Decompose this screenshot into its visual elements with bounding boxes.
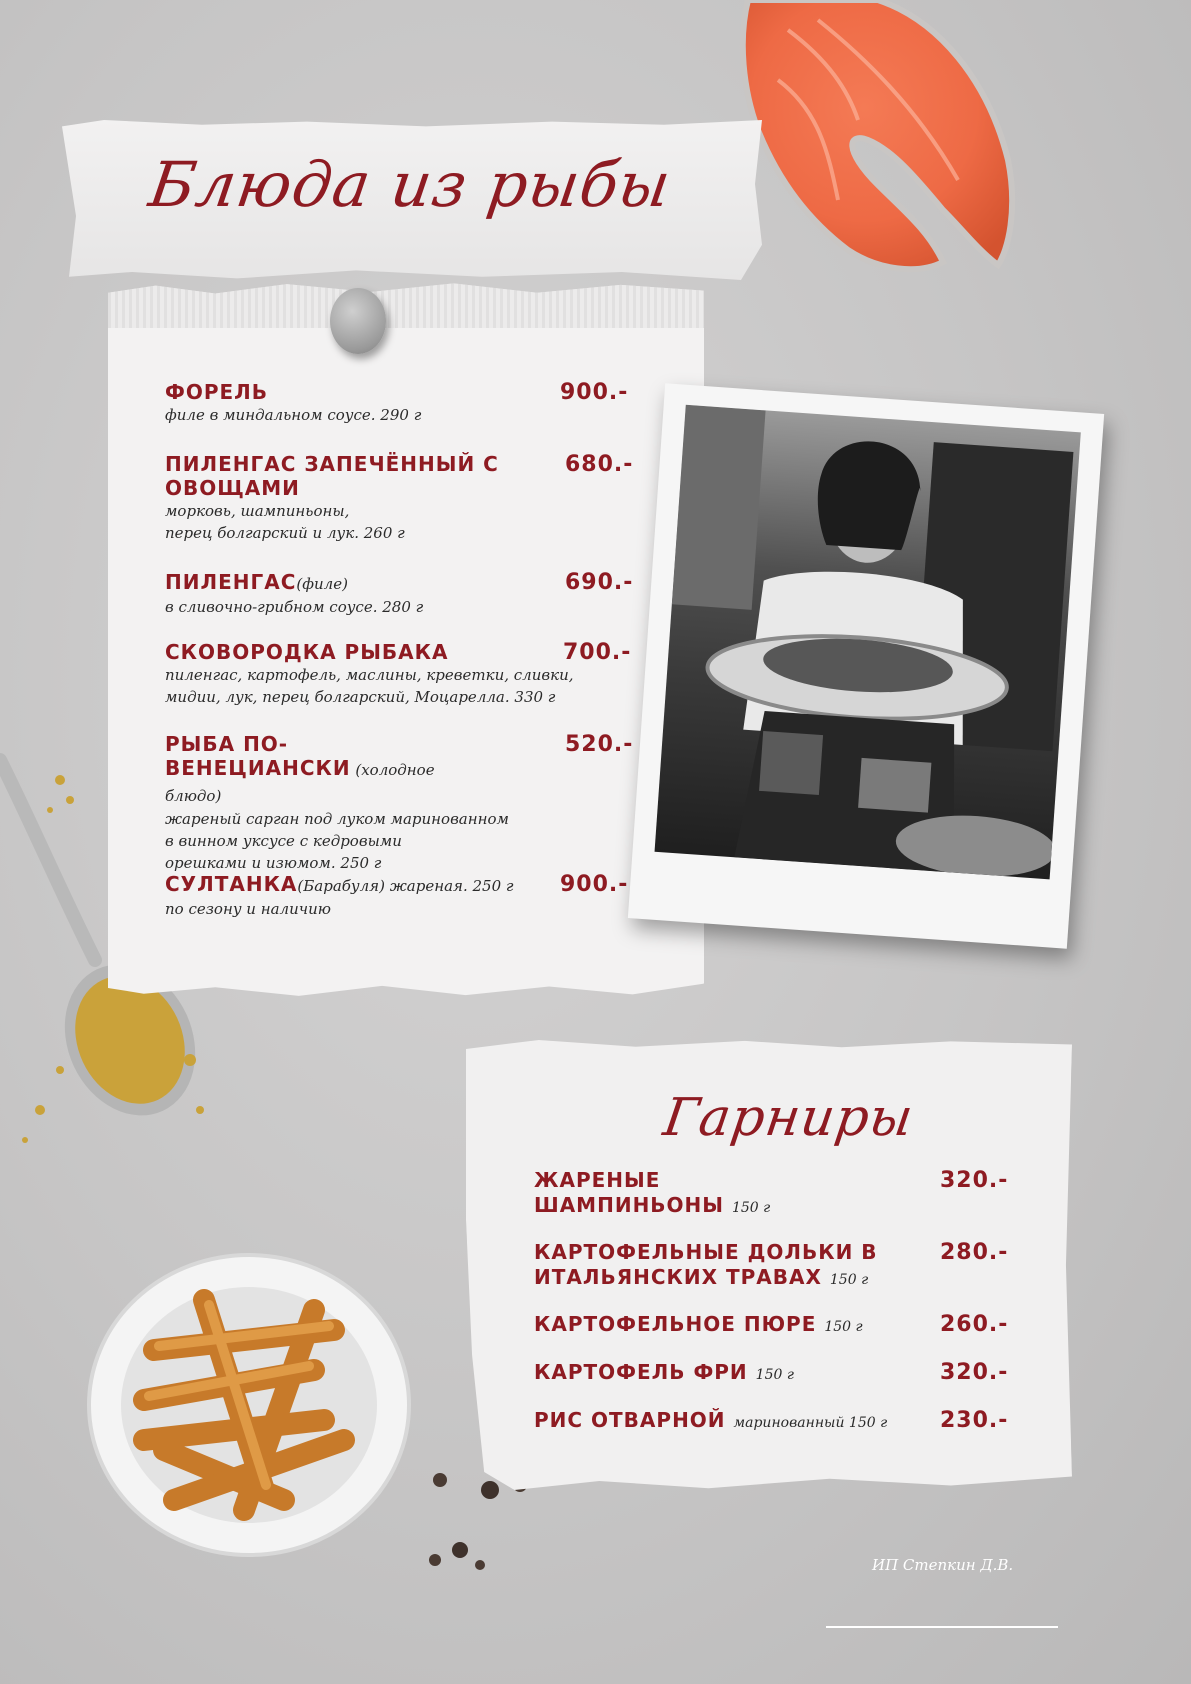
dish-name: РЫБА ПО-ВЕНЕЦИАНСКИ (холодное блюдо) [165, 732, 435, 805]
garnish-price: 280.- [940, 1240, 1009, 1265]
dish-description: орешками и изюмом. 250 г [165, 854, 382, 872]
garnish-price: 320.- [940, 1360, 1009, 1385]
pin-icon [330, 288, 386, 354]
dish-description: мидии, лук, перец болгарский, Моцарелла. 330 г [165, 688, 556, 706]
dish-description: жареный сарган под луком маринованном [165, 810, 509, 828]
dish-price: 690.- [565, 570, 634, 595]
salmon-steak-image [728, 0, 1028, 290]
garnish-item [534, 1360, 914, 1388]
woman-with-dish-photo-icon [655, 405, 1081, 880]
garnish-section-title: Гарниры [659, 1088, 918, 1148]
dish-description: филе в миндальном соусе. 290 г [165, 406, 422, 424]
garnish-name: ЖАРЕНЫЕ ШАМПИНЬОНЫ 150 г [534, 1168, 771, 1217]
garnish-name: КАРТОФЕЛЬ ФРИ 150 г [534, 1360, 794, 1384]
dish-description: пиленгас, картофель, маслины, креветки, сливки, [165, 666, 574, 684]
garnish-item [534, 1408, 934, 1436]
dish-description: морковь, шампиньоны, [165, 502, 350, 520]
dish-price: 700.- [563, 640, 632, 665]
dish-name: СУЛТАНКА(Барабуля) жареная. 250 г [165, 872, 514, 896]
garnish-name: КАРТОФЕЛЬНЫЕ ДОЛЬКИ В ИТАЛЬЯНСКИХ ТРАВАХ 150 г [534, 1240, 878, 1289]
dish-description: в винном уксусе с кедровыми [165, 832, 402, 850]
garnish-price: 260.- [940, 1312, 1009, 1337]
dish-price: 900.- [560, 380, 629, 405]
dish-description: в сливочно-грибном соусе. 280 г [165, 598, 424, 616]
dish-description: перец болгарский и лук. 260 г [165, 524, 405, 542]
vintage-photo [628, 383, 1104, 948]
dish-price: 680.- [565, 452, 634, 477]
garnish-price: 320.- [940, 1168, 1009, 1193]
dish-price: 520.- [565, 732, 634, 757]
fries-bowl-image [84, 1240, 414, 1560]
dish-price: 900.- [560, 872, 629, 897]
garnish-name: КАРТОФЕЛЬНОЕ ПЮРЕ 150 г [534, 1312, 863, 1336]
footer-divider [826, 1626, 1058, 1628]
garnish-item [534, 1168, 814, 1221]
dish-item [165, 872, 545, 920]
dish-item [165, 732, 509, 874]
fish-section-title: Блюда из рыбы [144, 148, 676, 221]
garnish-name: РИС ОТВАРНОЙ маринованный 150 г [534, 1408, 888, 1432]
dish-name: ФОРЕЛЬ [165, 380, 269, 404]
garnish-item [534, 1312, 914, 1340]
dish-name: ПИЛЕНГАС ЗАПЕЧЁННЫЙ С ОВОЩАМИ [165, 452, 499, 500]
dish-name: ПИЛЕНГАС(филе) [165, 570, 348, 594]
dish-name: СКОВОРОДКА РЫБАКА [165, 640, 449, 664]
dish-description: по сезону и наличию [165, 900, 331, 918]
garnish-price: 230.- [940, 1408, 1009, 1433]
garnish-item [534, 1240, 934, 1293]
dish-item [165, 452, 505, 544]
legal-entity-text: ИП Степкин Д.В. [872, 1556, 1014, 1574]
